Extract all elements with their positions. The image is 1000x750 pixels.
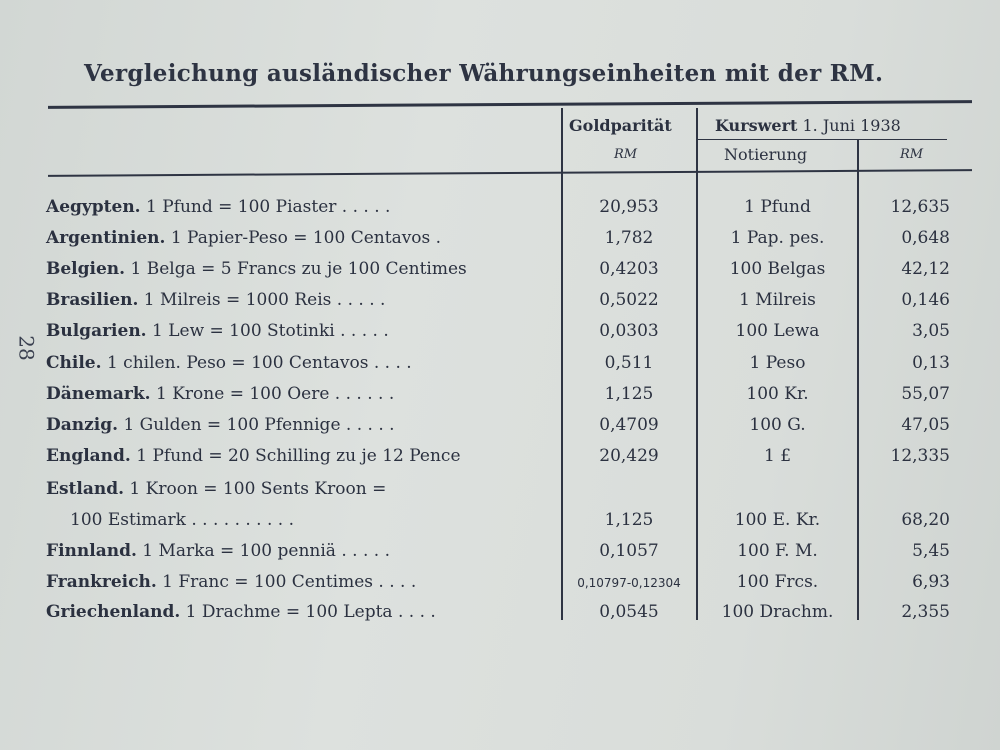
currency-description xyxy=(46,415,395,435)
country-name: Argentinien. xyxy=(46,228,166,248)
exchange-value-rm: 6,93 xyxy=(912,572,950,592)
unit-definition: 1 Franc = 100 Centimes . . . . xyxy=(156,572,417,592)
currency-description xyxy=(46,321,389,341)
gold-parity-value: 0,0303 xyxy=(599,321,659,341)
country-name: Belgien. xyxy=(46,259,126,279)
exchange-value-rm: 3,05 xyxy=(912,321,950,341)
gold-parity-value: 0,0545 xyxy=(599,602,659,622)
currency-description xyxy=(46,228,441,248)
table-row xyxy=(0,197,1000,227)
unit-definition: 1 Marka = 100 penniä . . . . . xyxy=(136,541,390,561)
header-kurswert-date: 1. Juni 1938 xyxy=(802,116,901,135)
exchange-value-rm: 47,05 xyxy=(901,415,950,435)
kurswert-subrule xyxy=(697,139,947,140)
country-name: Griechenland. xyxy=(46,602,181,622)
currency-description xyxy=(46,290,385,310)
quotation-unit: 1 Milreis xyxy=(739,290,816,310)
table-row xyxy=(0,446,1000,476)
quotation-unit: 100 F. M. xyxy=(737,541,818,561)
page-title: Vergleichung ausländischer Währungseinheiten mit der RM. xyxy=(84,60,884,87)
exchange-value-rm: 0,13 xyxy=(912,353,950,373)
currency-description xyxy=(46,479,386,499)
country-name: Finnland. xyxy=(46,541,137,561)
currency-description xyxy=(46,197,390,217)
country-name: Dänemark. xyxy=(46,384,151,404)
unit-definition: 1 Drachme = 100 Lepta . . . . xyxy=(180,602,436,622)
table-row xyxy=(0,602,1000,632)
table-row xyxy=(0,353,1000,383)
table-row xyxy=(0,321,1000,351)
quotation-unit: 1 Peso xyxy=(749,353,806,373)
exchange-value-rm: 2,355 xyxy=(901,602,950,622)
unit-definition: 1 Papier-Peso = 100 Centavos . xyxy=(165,228,442,248)
exchange-value-rm: 68,20 xyxy=(901,510,950,530)
gold-parity-value: 1,125 xyxy=(604,510,654,530)
currency-description xyxy=(46,446,461,466)
gold-parity-value: 0,10797-0,12304 xyxy=(577,576,681,590)
unit-definition: 1 Pfund = 100 Piaster . . . . . xyxy=(140,197,391,217)
header-kurswert-label: Kurswert xyxy=(715,116,798,135)
header-goldparitaet: Goldparität xyxy=(569,116,672,135)
country-name: Aegypten. xyxy=(46,197,141,217)
header-rm-unit: RM xyxy=(900,147,924,162)
unit-definition: 100 Estimark . . . . . . . . . . xyxy=(70,510,295,530)
unit-definition: 1 Belga = 5 Francs zu je 100 Centimes xyxy=(125,259,467,279)
unit-definition: 1 Pfund = 20 Schilling zu je 12 Pence xyxy=(130,446,461,466)
gold-parity-value: 1,782 xyxy=(604,228,654,248)
table-row xyxy=(0,290,1000,320)
header-goldparitaet-unit: RM xyxy=(614,147,638,162)
unit-definition: 1 chilen. Peso = 100 Centavos . . . . xyxy=(101,353,412,373)
unit-definition: 1 Lew = 100 Stotinki . . . . . xyxy=(146,321,389,341)
header-rule xyxy=(48,169,972,176)
gold-parity-value: 20,953 xyxy=(599,197,659,217)
exchange-value-rm: 0,648 xyxy=(901,228,950,248)
unit-definition: 1 Gulden = 100 Pfennige . . . . . xyxy=(118,415,395,435)
country-name: Chile. xyxy=(46,353,102,373)
country-name: Danzig. xyxy=(46,415,119,435)
table-row xyxy=(0,384,1000,414)
unit-definition: 1 Kroon = 100 Sents Kroon = xyxy=(124,479,387,499)
exchange-value-rm: 12,335 xyxy=(890,446,950,466)
exchange-value-rm: 12,635 xyxy=(890,197,950,217)
unit-definition: 1 Milreis = 1000 Reis . . . . . xyxy=(138,290,386,310)
top-rule xyxy=(48,100,972,109)
quotation-unit: 100 Kr. xyxy=(746,384,809,404)
table-row xyxy=(0,479,1000,509)
country-name: Frankreich. xyxy=(46,572,157,592)
quotation-unit: 100 G. xyxy=(749,415,806,435)
table-row xyxy=(0,572,1000,602)
quotation-unit: 100 Drachm. xyxy=(721,602,834,622)
gold-parity-value: 0,4203 xyxy=(599,259,659,279)
gold-parity-value: 0,1057 xyxy=(599,541,659,561)
table-row xyxy=(0,415,1000,445)
table-row xyxy=(0,510,1000,540)
gold-parity-value: 0,511 xyxy=(604,353,654,373)
quotation-unit: 100 Belgas xyxy=(729,259,826,279)
currency-description xyxy=(46,602,436,622)
exchange-value-rm: 0,146 xyxy=(901,290,950,310)
header-kurswert xyxy=(715,116,901,135)
exchange-value-rm: 5,45 xyxy=(912,541,950,561)
currency-description xyxy=(46,384,394,404)
table-row xyxy=(0,541,1000,571)
gold-parity-value: 1,125 xyxy=(604,384,654,404)
currency-description xyxy=(46,259,467,279)
unit-definition: 1 Krone = 100 Oere . . . . . . xyxy=(150,384,395,404)
header-notierung: Notierung xyxy=(724,145,808,164)
table-row xyxy=(0,228,1000,258)
country-name: Estland. xyxy=(46,479,125,499)
quotation-unit: 100 Lewa xyxy=(735,321,820,341)
table-row xyxy=(0,259,1000,289)
currency-description xyxy=(70,510,294,530)
gold-parity-value: 20,429 xyxy=(599,446,659,466)
quotation-unit: 100 E. Kr. xyxy=(734,510,821,530)
country-name: England. xyxy=(46,446,131,466)
exchange-value-rm: 55,07 xyxy=(901,384,950,404)
currency-description xyxy=(46,353,412,373)
exchange-value-rm: 42,12 xyxy=(901,259,950,279)
quotation-unit: 1 Pfund xyxy=(744,197,811,217)
country-name: Bulgarien. xyxy=(46,321,147,341)
country-name: Brasilien. xyxy=(46,290,139,310)
gold-parity-value: 0,4709 xyxy=(599,415,659,435)
page-number: 28 xyxy=(14,335,39,361)
quotation-unit: 1 Pap. pes. xyxy=(730,228,825,248)
gold-parity-value: 0,5022 xyxy=(599,290,659,310)
currency-description xyxy=(46,541,390,561)
quotation-unit: 1 £ xyxy=(763,446,792,466)
currency-description xyxy=(46,572,416,592)
quotation-unit: 100 Frcs. xyxy=(736,572,819,592)
